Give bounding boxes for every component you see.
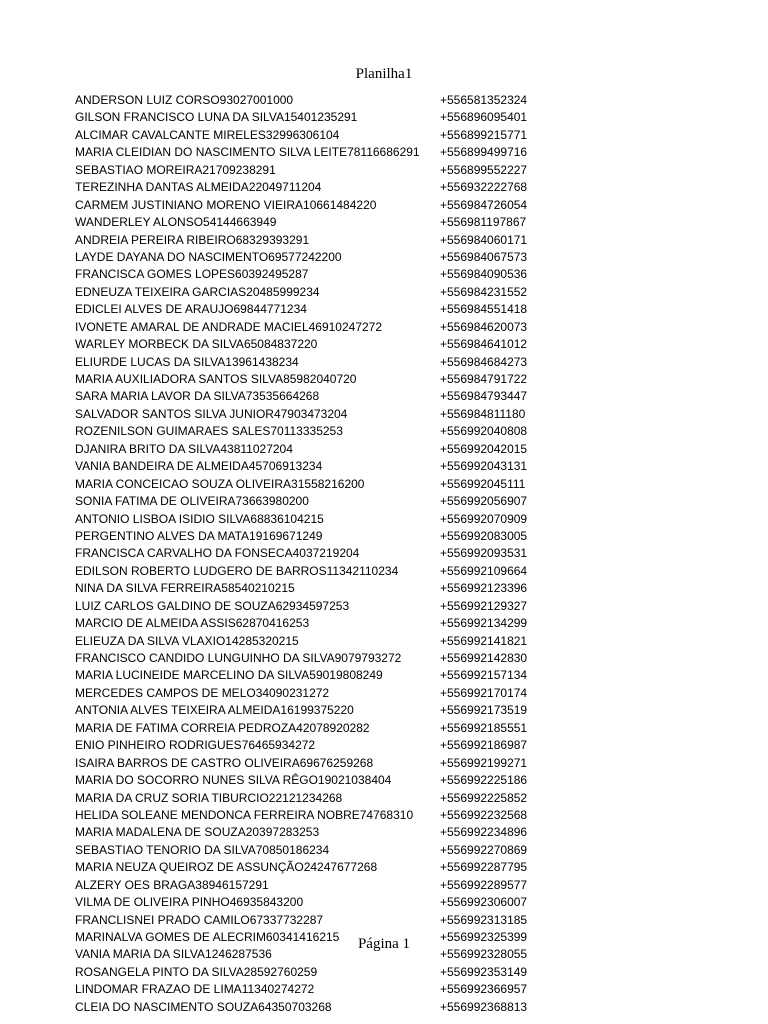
contact-name-id: ROSANGELA PINTO DA SILVA28592760259: [75, 964, 318, 979]
contact-phone: +556981197867: [440, 215, 527, 230]
contact-name-id: MARIA MADALENA DE SOUZA20397283253: [75, 825, 320, 840]
contact-name-id: DJANIRA BRITO DA SILVA43811027204: [75, 441, 293, 456]
contact-name-id: PERGENTINO ALVES DA MATA19169671249: [75, 528, 323, 543]
list-item: [75, 249, 545, 266]
contact-name-id: SONIA FATIMA DE OLIVEIRA73663980200: [75, 494, 309, 509]
list-item: [75, 214, 545, 231]
contact-phone: +556984726054: [440, 197, 528, 212]
contact-phone: +556992043131: [440, 459, 528, 474]
contact-name-id: EDICLEI ALVES DE ARAUJO69844771234: [75, 302, 307, 317]
contact-list: [75, 92, 545, 1016]
list-item: [75, 894, 545, 911]
contact-phone: +556992368813: [440, 999, 528, 1014]
contact-phone: +556992157134: [440, 668, 528, 683]
contact-phone: +556992325399: [440, 930, 528, 944]
contact-name-id: MARIA AUXILIADORA SANTOS SILVA85982040720: [75, 372, 357, 386]
contact-name-id: MARIA CONCEICAO SOUZA OLIVEIRA31558216200: [75, 476, 365, 491]
contact-phone: +556992142830: [440, 651, 528, 665]
list-item: [75, 964, 545, 981]
contact-phone: +556992289577: [440, 877, 528, 892]
contact-phone: +556899215771: [440, 127, 528, 142]
list-item: [75, 354, 545, 371]
page-number: Página 1: [357, 936, 411, 952]
contact-name-id: HELIDA SOLEANE MENDONCA FERREIRA NOBRE74768310: [75, 807, 414, 822]
contact-phone: +556984090536: [440, 267, 528, 282]
list-item: [75, 336, 545, 353]
contact-name-id: CLEIA DO NASCIMENTO SOUZA64350703268: [75, 999, 332, 1014]
contact-name-id: WANDERLEY ALONSO54144663949: [75, 215, 277, 230]
list-item: [75, 720, 545, 737]
list-item: [75, 790, 545, 807]
contact-phone: +556992199271: [440, 755, 528, 770]
contact-phone: +556984067573: [440, 249, 528, 264]
contact-phone: +556992134299: [440, 616, 528, 631]
contact-phone: +556992185551: [440, 720, 528, 735]
contact-phone: +556932222768: [440, 180, 528, 195]
contact-name-id: MARIA DE FATIMA CORREIA PEDROZA42078920282: [75, 720, 370, 735]
list-item: [75, 981, 545, 998]
contact-name-id: ANDREIA PEREIRA RIBEIRO68329393291: [75, 232, 310, 247]
contact-phone: +556992306007: [440, 895, 528, 910]
list-item: [75, 388, 545, 405]
contact-name-id: ALCIMAR CAVALCANTE MIRELES32996306104: [75, 127, 340, 142]
contact-phone: +556992366957: [440, 982, 528, 997]
contact-name-id: WARLEY MORBECK DA SILVA65084837220: [75, 337, 318, 352]
contact-name-id: MARIA LUCINEIDE MARCELINO DA SILVA59019808249: [75, 668, 383, 683]
list-item: [75, 755, 545, 772]
contact-name-id: TEREZINHA DANTAS ALMEIDA22049711204: [75, 180, 322, 195]
contact-phone: +556984791722: [440, 372, 528, 386]
contact-name-id: NINA DA SILVA FERREIRA58540210215: [75, 581, 295, 596]
list-item: [75, 580, 545, 597]
list-item: [75, 232, 545, 249]
list-item: [75, 633, 545, 650]
contact-name-id: ANTONIA ALVES TEIXEIRA ALMEIDA16199375220: [75, 703, 354, 718]
contact-name-id: ENIO PINHEIRO RODRIGUES76465934272: [75, 738, 316, 753]
contact-name-id: MARIA NEUZA QUEIROZ DE ASSUNÇÃO24247677268: [75, 860, 378, 875]
list-item: [75, 650, 545, 667]
contact-phone: +556992129327: [440, 598, 528, 613]
contact-phone: +556984060171: [440, 232, 528, 247]
contact-name-id: MARIA CLEIDIAN DO NASCIMENTO SILVA LEITE78116686291: [75, 145, 420, 160]
contact-name-id: MARINALVA GOMES DE ALECRIM60341416215: [75, 930, 340, 944]
list-item: [75, 824, 545, 841]
contact-name-id: MERCEDES CAMPOS DE MELO34090231272: [75, 685, 330, 700]
contact-phone: +556984793447: [440, 389, 528, 404]
contact-name-id: VANIA MARIA DA SILVA1246287536: [75, 947, 272, 962]
contact-name-id: LINDOMAR FRAZAO DE LIMA11340274272: [75, 982, 315, 997]
contact-phone: +556992093531: [440, 546, 528, 561]
contact-name-id: IVONETE AMARAL DE ANDRADE MACIEL46910247272: [75, 319, 383, 334]
list-item: [75, 912, 545, 929]
contact-name-id: VILMA DE OLIVEIRA PINHO46935843200: [75, 895, 304, 910]
contact-phone: +556992287795: [440, 860, 528, 875]
contact-name-id: EDILSON ROBERTO LUDGERO DE BARROS11342110234: [75, 563, 399, 578]
contact-name-id: FRANCISCO CANDIDO LUNGUINHO DA SILVA9079793272: [75, 651, 402, 665]
list-item: [75, 877, 545, 894]
list-item: [75, 197, 545, 214]
contact-phone: +556992328055: [440, 947, 528, 962]
contact-phone: +556581352324: [440, 93, 528, 107]
list-item: [75, 458, 545, 475]
list-item: [75, 737, 545, 754]
list-item: [75, 109, 545, 126]
contact-name-id: GILSON FRANCISCO LUNA DA SILVA15401235291: [75, 110, 358, 125]
list-item: [75, 511, 545, 528]
contact-phone: +556992225186: [440, 773, 528, 788]
contact-phone: +556992056907: [440, 494, 528, 509]
list-item: [75, 493, 545, 510]
list-item: [75, 162, 545, 179]
list-item: [75, 667, 545, 684]
list-item: [75, 842, 545, 859]
contact-phone: +556992123396: [440, 581, 528, 596]
contact-phone: +556984641012: [440, 337, 528, 352]
contact-phone: +556984811180: [440, 406, 526, 421]
list-item: [75, 144, 545, 161]
contact-name-id: EDNEUZA TEIXEIRA GARCIAS20485999234: [75, 284, 320, 299]
contact-phone: +556984620073: [440, 319, 528, 334]
contact-name-id: SALVADOR SANTOS SILVA JUNIOR47903473204: [75, 406, 348, 421]
contact-name-id: ROZENILSON GUIMARAES SALES70113335253: [75, 424, 343, 439]
contact-phone: +556899499716: [440, 145, 528, 160]
list-item: [75, 441, 545, 458]
list-item: [75, 476, 545, 493]
contact-phone: +556992083005: [440, 528, 528, 543]
contact-name-id: LAYDE DAYANA DO NASCIMENTO69577242200: [75, 249, 342, 264]
contact-phone: +556992045111: [440, 476, 526, 491]
contact-phone: +556992313185: [440, 912, 528, 927]
contact-name-id: SEBASTIAO TENORIO DA SILVA70850186234: [75, 842, 330, 857]
contact-phone: +556992173519: [440, 703, 528, 718]
list-item: [75, 319, 545, 336]
contact-name-id: LUIZ CARLOS GALDINO DE SOUZA62934597253: [75, 598, 350, 613]
contact-phone: +556992353149: [440, 964, 528, 979]
contact-phone: +556984551418: [440, 302, 528, 317]
contact-name-id: ANTONIO LISBOA ISIDIO SILVA68836104215: [75, 511, 324, 526]
contact-phone: +556992234896: [440, 825, 528, 840]
contact-name-id: ELIURDE LUCAS DA SILVA13961438234: [75, 354, 299, 369]
list-item: [75, 301, 545, 318]
list-item: [75, 702, 545, 719]
contact-phone: +556984231552: [440, 284, 528, 299]
list-item: [75, 859, 545, 876]
contact-name-id: ALZERY OES BRAGA38946157291: [75, 877, 269, 892]
list-item: [75, 615, 545, 632]
contact-name-id: SEBASTIAO MOREIRA21709238291: [75, 162, 276, 177]
contact-phone: +556992225852: [440, 790, 528, 805]
list-item: [75, 423, 545, 440]
list-item: [75, 563, 545, 580]
list-item: [75, 545, 545, 562]
contact-phone: +556899552227: [440, 162, 528, 177]
contact-phone: +556992040808: [440, 424, 528, 439]
contact-name-id: CARMEM JUSTINIANO MORENO VIEIRA10661484220: [75, 197, 377, 212]
list-item: [75, 266, 545, 283]
contact-name-id: FRANCISCA GOMES LOPES60392495287: [75, 267, 309, 282]
list-item: [75, 685, 545, 702]
contact-name-id: VANIA BANDEIRA DE ALMEIDA45706913234: [75, 459, 323, 474]
contact-phone: +556992170174: [440, 685, 528, 700]
list-item: [75, 127, 545, 144]
contact-phone: +556992109664: [440, 563, 528, 578]
list-item: [75, 528, 545, 545]
contact-name-id: FRANCLISNEI PRADO CAMILO67337732287: [75, 912, 324, 927]
list-item: [75, 92, 545, 109]
list-item: [75, 406, 545, 423]
list-item: [75, 999, 545, 1016]
contact-name-id: FRANCISCA CARVALHO DA FONSECA4037219204: [75, 546, 360, 561]
contact-name-id: MARIA DA CRUZ SORIA TIBURCIO22121234268: [75, 790, 343, 805]
contact-name-id: SARA MARIA LAVOR DA SILVA73535664268: [75, 389, 320, 404]
contact-phone: +556992141821: [440, 633, 528, 648]
list-item: [75, 284, 545, 301]
contact-phone: +556984684273: [440, 354, 528, 369]
contact-name-id: ELIEUZA DA SILVA VLAXIO14285320215: [75, 633, 299, 648]
contact-name-id: ISAIRA BARROS DE CASTRO OLIVEIRA69676259268: [75, 755, 374, 770]
contact-phone: +556896095401: [440, 110, 528, 125]
list-item: [75, 371, 545, 388]
sheet-title: Planilha1: [355, 66, 413, 82]
contact-name-id: ANDERSON LUIZ CORSO93027001000: [75, 93, 294, 107]
list-item: [75, 179, 545, 196]
contact-phone: +556992270869: [440, 842, 528, 857]
contact-name-id: MARCIO DE ALMEIDA ASSIS62870416253: [75, 616, 310, 631]
contact-name-id: MARIA DO SOCORRO NUNES SILVA RÊGO19021038404: [75, 773, 392, 788]
contact-phone: +556992070909: [440, 511, 528, 526]
list-item: [75, 772, 545, 789]
contact-phone: +556992186987: [440, 738, 528, 753]
list-item: [75, 598, 545, 615]
contact-phone: +556992042015: [440, 441, 528, 456]
contact-phone: +556992232568: [440, 807, 528, 822]
list-item: [75, 807, 545, 824]
